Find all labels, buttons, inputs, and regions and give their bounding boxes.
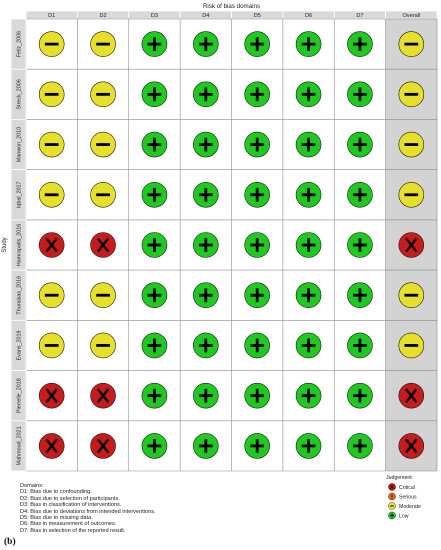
study-label: Feliz_2006 — [16, 30, 23, 58]
column-header-label: Overall — [402, 13, 421, 19]
study-label: Iqbal_2017 — [16, 181, 23, 209]
domain-key-item: D5: Bias due to missing data. — [20, 515, 93, 522]
domain-key-item: D2: Bias due to selection of participants. — [20, 495, 120, 502]
domain-key — [20, 483, 156, 534]
chart-title: Risk of bias domains — [202, 3, 261, 10]
column-header-label: D7 — [356, 13, 364, 19]
study-label: Hamrapatis_2016 — [16, 223, 23, 267]
domain-key-item: D3: Bias in classification of interventions. — [20, 502, 122, 509]
legend-label: Serious — [399, 494, 417, 501]
study-label: Pierrelle_2018 — [16, 378, 23, 414]
column-header-label: D1 — [48, 13, 56, 19]
column-header-label: D5 — [253, 13, 261, 19]
y-axis-title: Study — [2, 237, 8, 253]
legend-label: Low — [399, 513, 409, 520]
domain-key-item: D4: Bias due to deviations from intended interventions. — [20, 508, 156, 515]
legend-swatch-symbol-exclaim-dot — [392, 498, 393, 499]
column-header-label: D3 — [150, 13, 159, 19]
column-header-label: D2 — [99, 13, 107, 19]
legend-label: Moderate — [399, 503, 421, 510]
study-label: Thuraisas_2016 — [16, 275, 23, 315]
study-label: Evans_2019 — [16, 330, 23, 361]
column-header-label: D6 — [304, 13, 313, 19]
legend-label: Critical — [399, 484, 415, 491]
panel-label: (b) — [4, 537, 16, 547]
domain-key-item: D7: Bias in selection of the reported result. — [20, 527, 126, 534]
study-label: Streck_2006 — [16, 79, 23, 110]
study-label: Manwon_2010 — [16, 126, 23, 163]
study-label: Mahmoud_2021 — [16, 426, 23, 466]
legend-title: Judgement: — [386, 475, 414, 481]
column-header-label: D4 — [202, 13, 210, 19]
domain-key-item: D1: Bias due to confounding. — [20, 489, 92, 496]
domain-key-heading: Domains: — [20, 483, 44, 489]
domain-key-item: D6: Bias in measurement of outcomes. — [20, 521, 117, 528]
